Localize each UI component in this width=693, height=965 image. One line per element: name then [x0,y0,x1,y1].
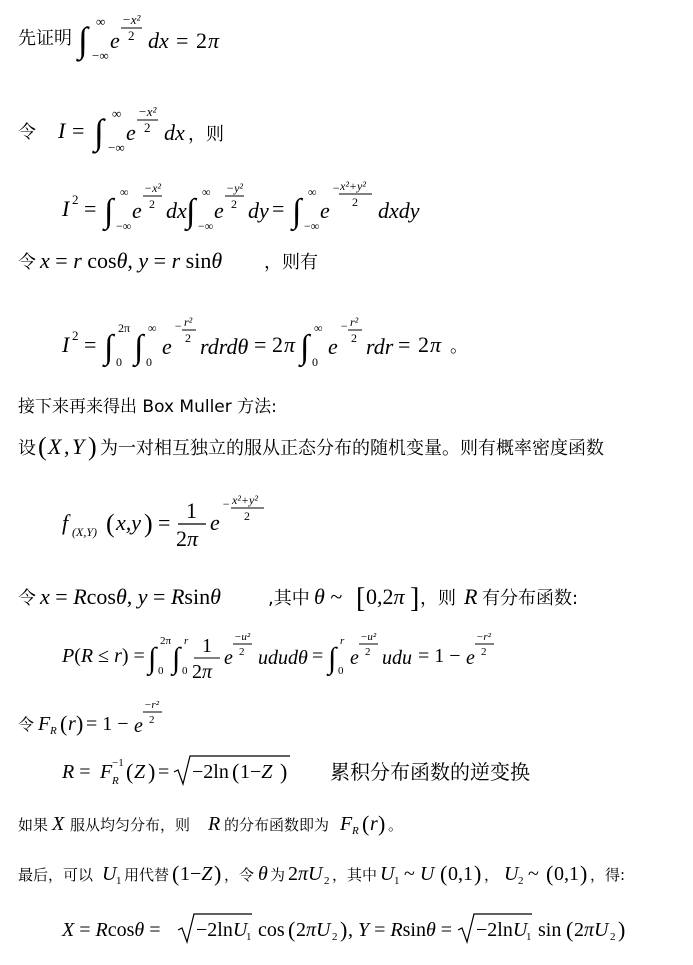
svg-text:(: ( [288,917,296,942]
line-define-FR [18,698,218,747]
svg-text:P(R ≤ r) =: P(R ≤ r) = [62,645,145,667]
svg-text:令: 令 [18,588,36,609]
svg-text:e: e [110,28,120,53]
svg-text:0: 0 [158,665,164,677]
svg-text:1: 1 [526,931,532,943]
svg-text:∞: ∞ [202,185,211,199]
svg-text:=: = [72,118,85,143]
svg-text:2πU: 2πU [574,919,609,941]
svg-text:−: − [340,319,349,333]
svg-text:,: , [64,434,70,459]
svg-text:−: − [332,181,341,195]
svg-text:dx: dx [166,198,187,223]
svg-text:令: 令 [18,252,36,273]
svg-text:∞: ∞ [120,185,129,199]
svg-text:0: 0 [338,665,344,677]
svg-text:2: 2 [196,28,207,53]
svg-text:r: r [184,635,189,647]
svg-text:Z: Z [134,761,146,783]
svg-text:1: 1 [202,635,212,657]
svg-text:X: X [48,434,62,459]
svg-text:，其中: ，其中 [332,866,378,884]
svg-text:= 1 −: = 1 − [418,645,461,667]
svg-text:(X,Y): (X,Y) [72,525,97,539]
svg-text:∫: ∫ [104,329,114,366]
svg-text:，则: ，则 [188,124,224,145]
svg-text:2: 2 [365,646,371,658]
svg-text:]: ] [410,583,420,614]
svg-text:(: ( [546,861,554,886]
svg-text:2: 2 [332,931,338,943]
svg-text:r²: r² [350,315,359,329]
svg-text:dxdy: dxdy [378,198,420,223]
formula-joint-density [62,490,302,554]
svg-text:用代替: 用代替 [124,866,170,884]
svg-text:0,1: 0,1 [554,863,579,885]
svg-text:(: ( [60,711,68,736]
svg-text:(: ( [362,811,370,836]
svg-text:=: = [176,28,189,53]
svg-text:有分布函数:: 有分布函数: [482,588,579,609]
svg-text:e: e [466,647,475,669]
svg-text:−2lnU: −2lnU [196,919,248,941]
svg-text:): ) [474,861,482,886]
svg-text:1: 1 [246,931,252,943]
line-box-muller-result [62,908,662,953]
svg-text:2: 2 [72,192,79,207]
svg-text:0,2π: 0,2π [366,584,405,609]
svg-text:2πU: 2πU [296,919,331,941]
svg-text:R: R [50,725,57,737]
svg-text:∞: ∞ [308,185,317,199]
svg-text:e: e [132,198,142,223]
svg-text:I: I [62,196,70,221]
svg-text:2: 2 [418,332,429,357]
svg-text:−r²: −r² [144,699,160,711]
svg-text:e: e [126,120,136,145]
svg-text:x²+y²: x²+y² [340,179,366,193]
svg-text:−x²: −x² [138,104,157,119]
svg-text:−1: −1 [112,757,124,769]
svg-text:ududθ: ududθ [258,647,308,669]
line-polar-integral [62,312,482,377]
line-random-variables [18,430,688,467]
svg-text:(: ( [566,917,574,942]
svg-text:−∞: −∞ [304,219,320,233]
svg-text:2π: 2π [160,635,172,647]
svg-text:2: 2 [144,120,151,135]
svg-text:I: I [58,118,66,143]
svg-text:2: 2 [324,875,330,887]
svg-text:): ) [88,432,97,461]
svg-text:e: e [214,198,224,223]
svg-text:∫: ∫ [94,112,104,152]
svg-text:2πU: 2πU [288,863,323,885]
svg-text:r: r [68,713,76,735]
formula-R-substitution [18,580,688,614]
svg-text:−u²: −u² [234,631,251,643]
svg-text:r²: r² [184,315,193,329]
svg-text:1−Z: 1−Z [240,761,273,783]
svg-text:，: ， [484,866,500,884]
svg-text:R: R [464,584,478,609]
svg-text:0: 0 [312,355,318,369]
svg-text:I: I [62,332,70,357]
svg-text:2: 2 [610,931,616,943]
svg-text:U: U [380,863,395,885]
svg-text:x = Rcosθ, y = Rsinθ: x = Rcosθ, y = Rsinθ [40,584,221,609]
formula-uniform-remark [18,808,458,842]
svg-text:−r²: −r² [476,631,492,643]
svg-text:x,y: x,y [116,510,142,535]
svg-text:1: 1 [186,498,197,523]
svg-text:∫: ∫ [186,193,196,230]
svg-text:令: 令 [18,715,35,734]
svg-text:(: ( [126,759,134,784]
svg-text:2: 2 [185,331,191,345]
svg-text:R =: R = [62,761,91,783]
svg-text:∫: ∫ [172,642,181,675]
svg-text:2: 2 [352,195,358,209]
svg-text:=: = [272,196,285,221]
svg-text:2π: 2π [118,321,131,335]
svg-text:sin: sin [538,919,562,941]
svg-text:): ) [148,759,156,784]
svg-text:π: π [208,28,220,53]
formula-final-substitution [18,858,688,892]
svg-text:f: f [62,510,69,535]
svg-text:(: ( [440,861,448,886]
svg-text:∞: ∞ [314,321,323,335]
svg-text:F: F [340,813,353,835]
svg-text:∫: ∫ [292,193,302,230]
svg-text:): ) [76,711,84,736]
line-joint-density [62,490,302,559]
svg-text:2π: 2π [192,661,213,683]
svg-text:dy: dy [248,198,269,223]
svg-text:2: 2 [149,197,155,211]
svg-text:−∞: −∞ [108,140,125,155]
svg-text:udu: udu [382,647,412,669]
svg-text:e: e [320,198,330,223]
svg-text:∫: ∫ [78,20,88,60]
svg-text:∞: ∞ [96,14,106,29]
svg-text:0: 0 [182,665,188,677]
svg-text:e: e [350,647,359,669]
svg-text:，令: ，令 [224,866,255,884]
svg-text:e: e [328,334,338,359]
inverse-transform-caption: 累积分布函数的逆变换 [330,760,530,784]
svg-text:2: 2 [231,197,237,211]
svg-text:0,1: 0,1 [448,863,473,885]
svg-text:(: ( [38,432,47,461]
svg-text:=: = [312,645,324,667]
svg-text:θ ~: θ ~ [314,584,343,609]
svg-text:2: 2 [239,646,245,658]
svg-text:=: = [84,332,97,357]
svg-text:设: 设 [18,438,36,459]
svg-text:): ) [214,861,222,886]
svg-text:x²+y²: x²+y² [232,493,258,507]
svg-text:X = Rcosθ =: X = Rcosθ = [62,919,161,941]
svg-text:2: 2 [72,328,79,343]
svg-text:∫: ∫ [104,193,114,230]
svg-text:e: e [210,510,220,535]
svg-text:2: 2 [518,875,524,887]
svg-text:1−Z: 1−Z [180,863,213,885]
svg-text:2: 2 [149,714,155,726]
svg-text:∫: ∫ [134,329,144,366]
svg-text:的分布函数即为: 的分布函数即为 [224,816,330,834]
svg-text:cos: cos [258,919,285,941]
svg-text:1: 1 [116,875,122,887]
formula-define-FR [18,698,218,742]
svg-text:R: R [352,825,359,837]
svg-text:，则: ，则 [420,588,456,609]
formula-R-cdf [62,628,502,686]
svg-text:=: = [398,332,411,357]
svg-text:如果: 如果 [18,816,49,834]
svg-text:π: π [430,332,442,357]
svg-text:=: = [158,761,170,783]
svg-text:π: π [284,332,296,357]
svg-text:U: U [504,863,519,885]
svg-text:1: 1 [394,875,400,887]
svg-text:[: [ [356,583,366,614]
svg-text:2π: 2π [176,526,199,551]
svg-text:F: F [100,761,113,783]
svg-text:−y²: −y² [226,181,244,195]
svg-text:Y: Y [72,434,85,459]
formula-polar-integral [62,312,482,372]
svg-text:=: = [84,196,97,221]
svg-text:X: X [52,813,65,835]
svg-text:−x²: −x² [144,181,162,195]
svg-text:rdr: rdr [366,334,394,359]
svg-text:): ) [618,917,626,942]
svg-text:−: − [174,319,183,333]
svg-text:(: ( [172,861,180,886]
line-box-muller-intro: 接下来再来得出 Box Muller 方法: [18,397,277,417]
line-R-substitution [18,580,688,619]
svg-text:。: 。 [388,816,404,834]
svg-text:，则有: ，则有 [264,252,318,273]
svg-text:=: = [158,510,171,535]
svg-text:2: 2 [128,28,135,43]
line-polar-substitution [18,246,318,281]
svg-text:−∞: −∞ [198,219,214,233]
line-define-I [18,100,278,161]
formula-I-squared-product [62,178,442,234]
svg-text:θ: θ [258,863,268,885]
svg-text:r: r [370,813,378,835]
svg-text:−u²: −u² [360,631,377,643]
svg-text:为一对相互独立的服从正态分布的随机变量。则有概率密度函数: 为一对相互独立的服从正态分布的随机变量。则有概率密度函数 [100,438,604,459]
svg-text:∫: ∫ [328,642,337,675]
svg-text:= 1 −: = 1 − [86,713,129,735]
svg-text:−2ln: −2ln [192,761,229,783]
svg-text:, Y = Rsinθ =: , Y = Rsinθ = [348,919,453,941]
svg-text:): ) [280,759,288,784]
svg-text:dx: dx [164,120,185,145]
svg-text:∫: ∫ [300,329,310,366]
svg-text:服从均匀分布，则: 服从均匀分布，则 [70,816,191,834]
formula-define-I [18,100,278,156]
line-uniform-remark [18,808,458,847]
svg-text:−∞: −∞ [116,219,132,233]
svg-text:为: 为 [270,866,286,884]
formula-box-muller-result [62,908,662,948]
formula-random-variables [18,430,688,462]
svg-text:2: 2 [244,509,250,523]
formula-polar-substitution [18,246,318,276]
svg-text:): ) [580,861,588,886]
svg-text:~: ~ [528,863,539,885]
svg-text:∫: ∫ [148,642,157,675]
svg-text:e: e [224,647,233,669]
svg-text:0: 0 [116,355,122,369]
svg-text:−2lnU: −2lnU [476,919,528,941]
svg-text:∞: ∞ [148,321,157,335]
svg-text:): ) [378,811,386,836]
svg-text:e: e [134,715,143,737]
svg-text:=: = [254,332,267,357]
svg-text:2: 2 [481,646,487,658]
svg-text:U: U [102,863,117,885]
svg-text:e: e [162,334,172,359]
line-final-substitution [18,858,688,897]
svg-text:，得:: ，得: [590,866,626,884]
svg-text:先证明: 先证明 [18,28,72,49]
svg-text:x = r cosθ, y = r sinθ: x = r cosθ, y = r sinθ [40,248,223,273]
svg-text:R: R [112,775,119,787]
svg-text:(: ( [232,759,240,784]
svg-text:∞: ∞ [112,106,122,121]
svg-text:最后，可以: 最后，可以 [18,866,94,884]
svg-text:dx: dx [148,28,169,53]
svg-text:。: 。 [450,336,468,357]
svg-text:−x²: −x² [122,12,141,27]
svg-text:F: F [38,713,51,735]
formula-inverse-transform [62,750,302,790]
svg-text:): ) [340,917,348,942]
line-R-cdf [62,628,502,691]
svg-text:R: R [208,813,221,835]
svg-text:,其中: ,其中 [268,588,310,609]
formula-gaussian-integral [18,10,258,62]
svg-text:): ) [144,509,153,538]
svg-text:r: r [340,635,345,647]
svg-text:2: 2 [351,331,357,345]
svg-text:rdrdθ: rdrdθ [200,334,249,359]
svg-text:0: 0 [146,355,152,369]
svg-text:(: ( [106,509,115,538]
svg-text:2: 2 [272,332,283,357]
line-inverse-transform [62,750,302,795]
svg-text:−∞: −∞ [92,48,109,63]
svg-text:−: − [222,497,231,511]
line-I-squared [62,178,442,239]
svg-text:~ U: ~ U [404,863,435,885]
line-prove-integral [18,10,258,67]
svg-text:令: 令 [18,122,36,143]
